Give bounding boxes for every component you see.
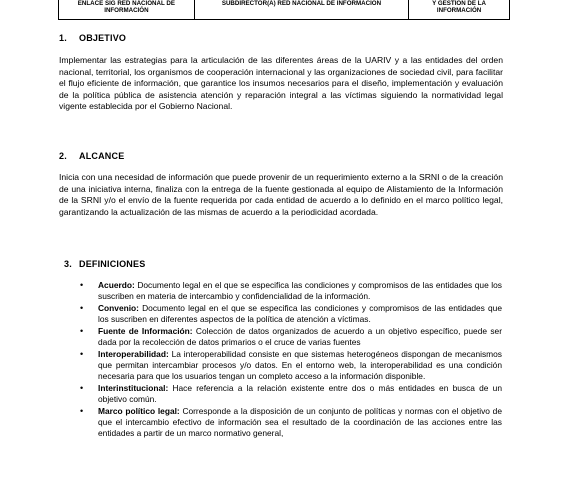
section-number: 2. [59, 151, 67, 161]
definitions-list [78, 280, 502, 440]
header-cell-aprobo: Y GESTIÓN DE LA INFORMACIÓN [409, 0, 510, 20]
section-number: 1. [59, 33, 67, 43]
section-title-objetivo [59, 33, 126, 43]
definition-term: Fuente de Información: [98, 326, 193, 336]
definition-term: Acuerdo: [98, 280, 135, 290]
header-cell-reviso: SUBDIRECTOR(A) RED NACIONAL DE INFORMACIÓN [194, 0, 408, 20]
definition-term: Interoperabilidad: [98, 349, 169, 359]
definition-item [78, 383, 502, 405]
section-heading: DEFINICIONES [79, 259, 146, 269]
bullet-icon: • [80, 383, 84, 393]
section-title-definiciones [64, 259, 145, 269]
definition-item [78, 303, 502, 325]
bullet-icon: • [80, 280, 84, 290]
definition-term: Marco político legal: [98, 406, 180, 416]
definition-item [78, 280, 502, 302]
section-title-alcance [59, 151, 124, 161]
section-heading: ALCANCE [79, 151, 125, 161]
bullet-icon: • [80, 303, 84, 313]
section-number: 3. [64, 259, 72, 269]
definition-term: Convenio: [98, 303, 139, 313]
bullet-icon: • [80, 406, 84, 416]
bullet-icon: • [80, 326, 84, 336]
definition-text: La interoperabilidad consiste en que sistemas heterogéneos dispongan de mecanismos que permitan intercambiar procesos y/o datos. En el entorno web, la interoperabilidad es una condición necesaria para que los usuarios tengan un completo acceso a la información disponible. [98, 349, 502, 381]
definition-term: Interinstitucional: [98, 383, 169, 393]
definition-text: Hace referencia a la relación existente entre dos o más entidades en busca de un objetivo común. [98, 383, 502, 404]
definition-item [78, 406, 502, 439]
definition-item [78, 349, 502, 382]
definition-text: Colección de datos organizados de acuerdo a un objetivo específico, puede ser dada por la recolección de datos primarios o el cruce de varias fuentes [98, 326, 502, 347]
definition-text: Corresponde a la disposición de un conjunto de políticas y normas con el objetivo de que el intercambio efectivo de información sea el resultado de la coordinación de las acciones entre las entidades a partir de un marco normativo general, [98, 406, 502, 438]
section-heading: OBJETIVO [79, 33, 127, 43]
definition-text: Documento legal en el que se especifica las condiciones y compromisos de las entidades que los suscriben en materia de intercambio y confidencialidad de la información. [98, 280, 502, 301]
header-cell-elaboro: ENLACE SIG RED NACIONAL DE INFORMACIÓN [59, 0, 195, 20]
definition-item [78, 326, 502, 348]
bullet-icon: • [80, 349, 84, 359]
document-header-table [58, 0, 510, 20]
objetivo-paragraph: Implementar las estrategias para la articulación de las diferentes áreas de la UARIV y a las entidades del orden nacional, territorial, los organismos de cooperación internacional y las organizaciones de sociedad civil, para facilitar el flujo eficiente de información, que garantice los insumos necesarios para el diseño, implementación y evaluación de la política pública de asistencia atención y reparación integral a las víctimas siguiendo la normatividad legal vigente establecida por el Gobierno Nacional. [59, 55, 503, 112]
alcance-paragraph: Inicia con una necesidad de información que puede provenir de un requerimiento externo a la SRNI o de la creación de una iniciativa interna, finaliza con la entrega de la fuente gestionada al equipo de Alistamiento de la Información de la SRNI y/o el envío de la fuente requerida por cada entidad de acuerdo a lo definido en el marco político legal, garantizando la actualización de las mismas de acuerdo a la periodicidad acordada. [59, 172, 503, 217]
definition-text: Documento legal en el que se especifica las condiciones y compromisos de las entidades que los suscriben en diferentes aspectos de la política de atención a víctimas. [98, 303, 502, 324]
